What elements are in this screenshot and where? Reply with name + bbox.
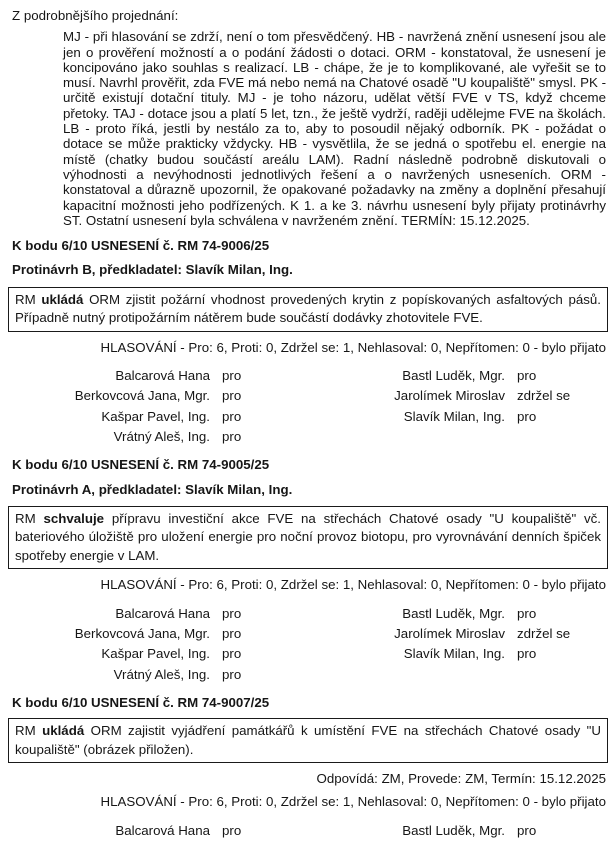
voter-name: Balcarová Hana (115, 822, 210, 838)
voter-name (332, 427, 505, 447)
section-subheading: Protinávrh B, předkladatel: Slavík Milan, Ing. (12, 262, 293, 278)
voter-name: Balcarová Hana (115, 605, 210, 621)
vote-value: pro (517, 822, 537, 838)
vote-value: pro (222, 666, 242, 682)
votes-table (0, 366, 614, 447)
section-subheading: Protinávrh A, předkladatel: Slavík Milan, Ing. (12, 481, 293, 497)
vote-value: pro (517, 646, 537, 662)
voter-name (332, 665, 505, 685)
vote-value: zdržel se (517, 388, 571, 404)
vote-value: pro (222, 625, 242, 641)
resolution-verb: ukládá (42, 723, 85, 739)
meeting-minutes-page (0, 8, 614, 838)
vote-value (505, 665, 614, 685)
voter-name: Slavík Milan, Ing. (403, 408, 505, 424)
vote-value: pro (222, 388, 242, 404)
resolution-box (8, 287, 608, 332)
section-heading: K bodu 6/10 USNESENÍ č. RM 74-9006/25 (12, 238, 270, 254)
resolution-section-9007 (0, 695, 614, 841)
resolution-box (8, 506, 608, 570)
vote-value: pro (517, 408, 537, 424)
intro-heading: Z podrobnějšího projednání: (12, 8, 179, 23)
resolution-verb: ukládá (41, 291, 84, 307)
resolution-subject: RM (15, 510, 36, 526)
section-heading: K bodu 6/10 USNESENÍ č. RM 74-9007/25 (12, 694, 270, 710)
voter-name: Kašpar Pavel, Ing. (101, 646, 210, 662)
voting-summary: HLASOVÁNÍ - Pro: 6, Proti: 0, Zdržel se: 1, Nehlasoval: 0, Nepřítomen: 0 - bylo přijato (100, 577, 606, 593)
voter-name: Kašpar Pavel, Ing. (101, 408, 210, 424)
voter-name: Vrátný Aleš, Ing. (113, 428, 210, 444)
resolution-section-9006 (0, 238, 614, 447)
resolution-text: ORM zajistit vyjádření památkářů k umístění FVE na střechách Chatové osady "U koupaliště" (obrázek přiložen). (15, 723, 601, 757)
voter-name: Slavík Milan, Ing. (403, 646, 505, 662)
section-heading: K bodu 6/10 USNESENÍ č. RM 74-9005/25 (12, 457, 270, 473)
resolution-text: ORM zjistit požární vhodnost provedených krytin z popískovaných asfaltových pásů. Případně nutný protipožárním nátěrem bude součástí dodávky zhotovitele FVE. (15, 291, 601, 326)
voting-summary: HLASOVÁNÍ - Pro: 6, Proti: 0, Zdržel se: 1, Nehlasoval: 0, Nepřítomen: 0 - bylo přijato (100, 339, 606, 355)
resolution-section-9005 (0, 457, 614, 685)
voter-name: Vrátný Aleš, Ing. (113, 666, 210, 682)
voting-summary: HLASOVÁNÍ - Pro: 6, Proti: 0, Zdržel se: 1, Nehlasoval: 0, Nepřítomen: 0 - bylo přijato (100, 794, 606, 810)
vote-value: pro (517, 368, 537, 384)
voter-name: Jarolímek Miroslav (394, 625, 505, 641)
vote-value: pro (222, 368, 242, 384)
vote-value: zdržel se (517, 625, 571, 641)
vote-value: pro (222, 605, 242, 621)
voter-name: Jarolímek Miroslav (394, 388, 505, 404)
vote-value (505, 427, 614, 447)
responsibility-line: Odpovídá: ZM, Provede: ZM, Termín: 15.12.2025 (316, 771, 606, 787)
voter-name: Bastl Luděk, Mgr. (402, 822, 505, 838)
voter-name: Bastl Luděk, Mgr. (402, 605, 505, 621)
vote-value: pro (222, 822, 242, 838)
voter-name: Berkovcová Jana, Mgr. (74, 388, 210, 404)
vote-value: pro (222, 408, 242, 424)
discussion-paragraph: MJ - při hlasování se zdrží, není o tom přesvědčený. HB - navržená znění usnesení jsou ale jen o prověření možností a o podání žádosti o dotaci. ORM - konstatoval, že usnesení je koncipováno jako souhlas s realizací. LB - chápe, že je to komplikované, ale vyřešit se to musí. Navrhl prověřit, zda FVE má nebo nemá na Chatové osadě "U koupaliště" smysl. PK - určitě existují dotační tituly. MJ - je toho názoru, udělat větší FVE v TS, když chceme přetoky. TAJ - dotace jsou a platí 5 let, tzn., že ještě vydrží, raději udělejme FVE na školách. LB - proto říká, jestli by nestálo za to, aby to posoudil nějaký odborník. PK - požádat o dotace se může prakticky vždycky. HB - vysvětlila, že se jedná o spotřebu el. energie na místě (chatky budou součástí areálu LAM). Radní následně podrobně diskutovali o výhodnosti a nevýhodnosti jednotlivých řešení a o navržených usneseních. ORM - konstatoval a důrazně upozornil, že opakované požadavky na změny a doplnění přesahují kapacitní možnosti jeho podřízených. K 1. a ke 3. návrhu usnesení byly přijaty protinávrhy ST. Ostatní usnesení byla schválena v navrženém znění. TERMÍN: 15.12.2025. (63, 29, 606, 228)
resolution-subject: RM (15, 723, 36, 739)
vote-value: pro (222, 646, 242, 662)
resolution-box (8, 718, 608, 763)
resolution-subject: RM (15, 291, 36, 307)
votes-table (0, 604, 614, 685)
vote-value: pro (517, 605, 537, 621)
resolution-verb: schvaluje (43, 510, 105, 526)
resolution-text: přípravu investiční akce FVE na střechách Chatové osady "U koupaliště" vč. bateriového úložiště pro uložení energie pro noční provoz biotopu, pro vyrovnávání denních špiček spotřeby energie v LAM. (15, 510, 601, 563)
vote-value: pro (222, 428, 242, 444)
voter-name: Balcarová Hana (115, 368, 210, 384)
voter-name: Berkovcová Jana, Mgr. (74, 625, 210, 641)
voter-name: Bastl Luděk, Mgr. (402, 368, 505, 384)
